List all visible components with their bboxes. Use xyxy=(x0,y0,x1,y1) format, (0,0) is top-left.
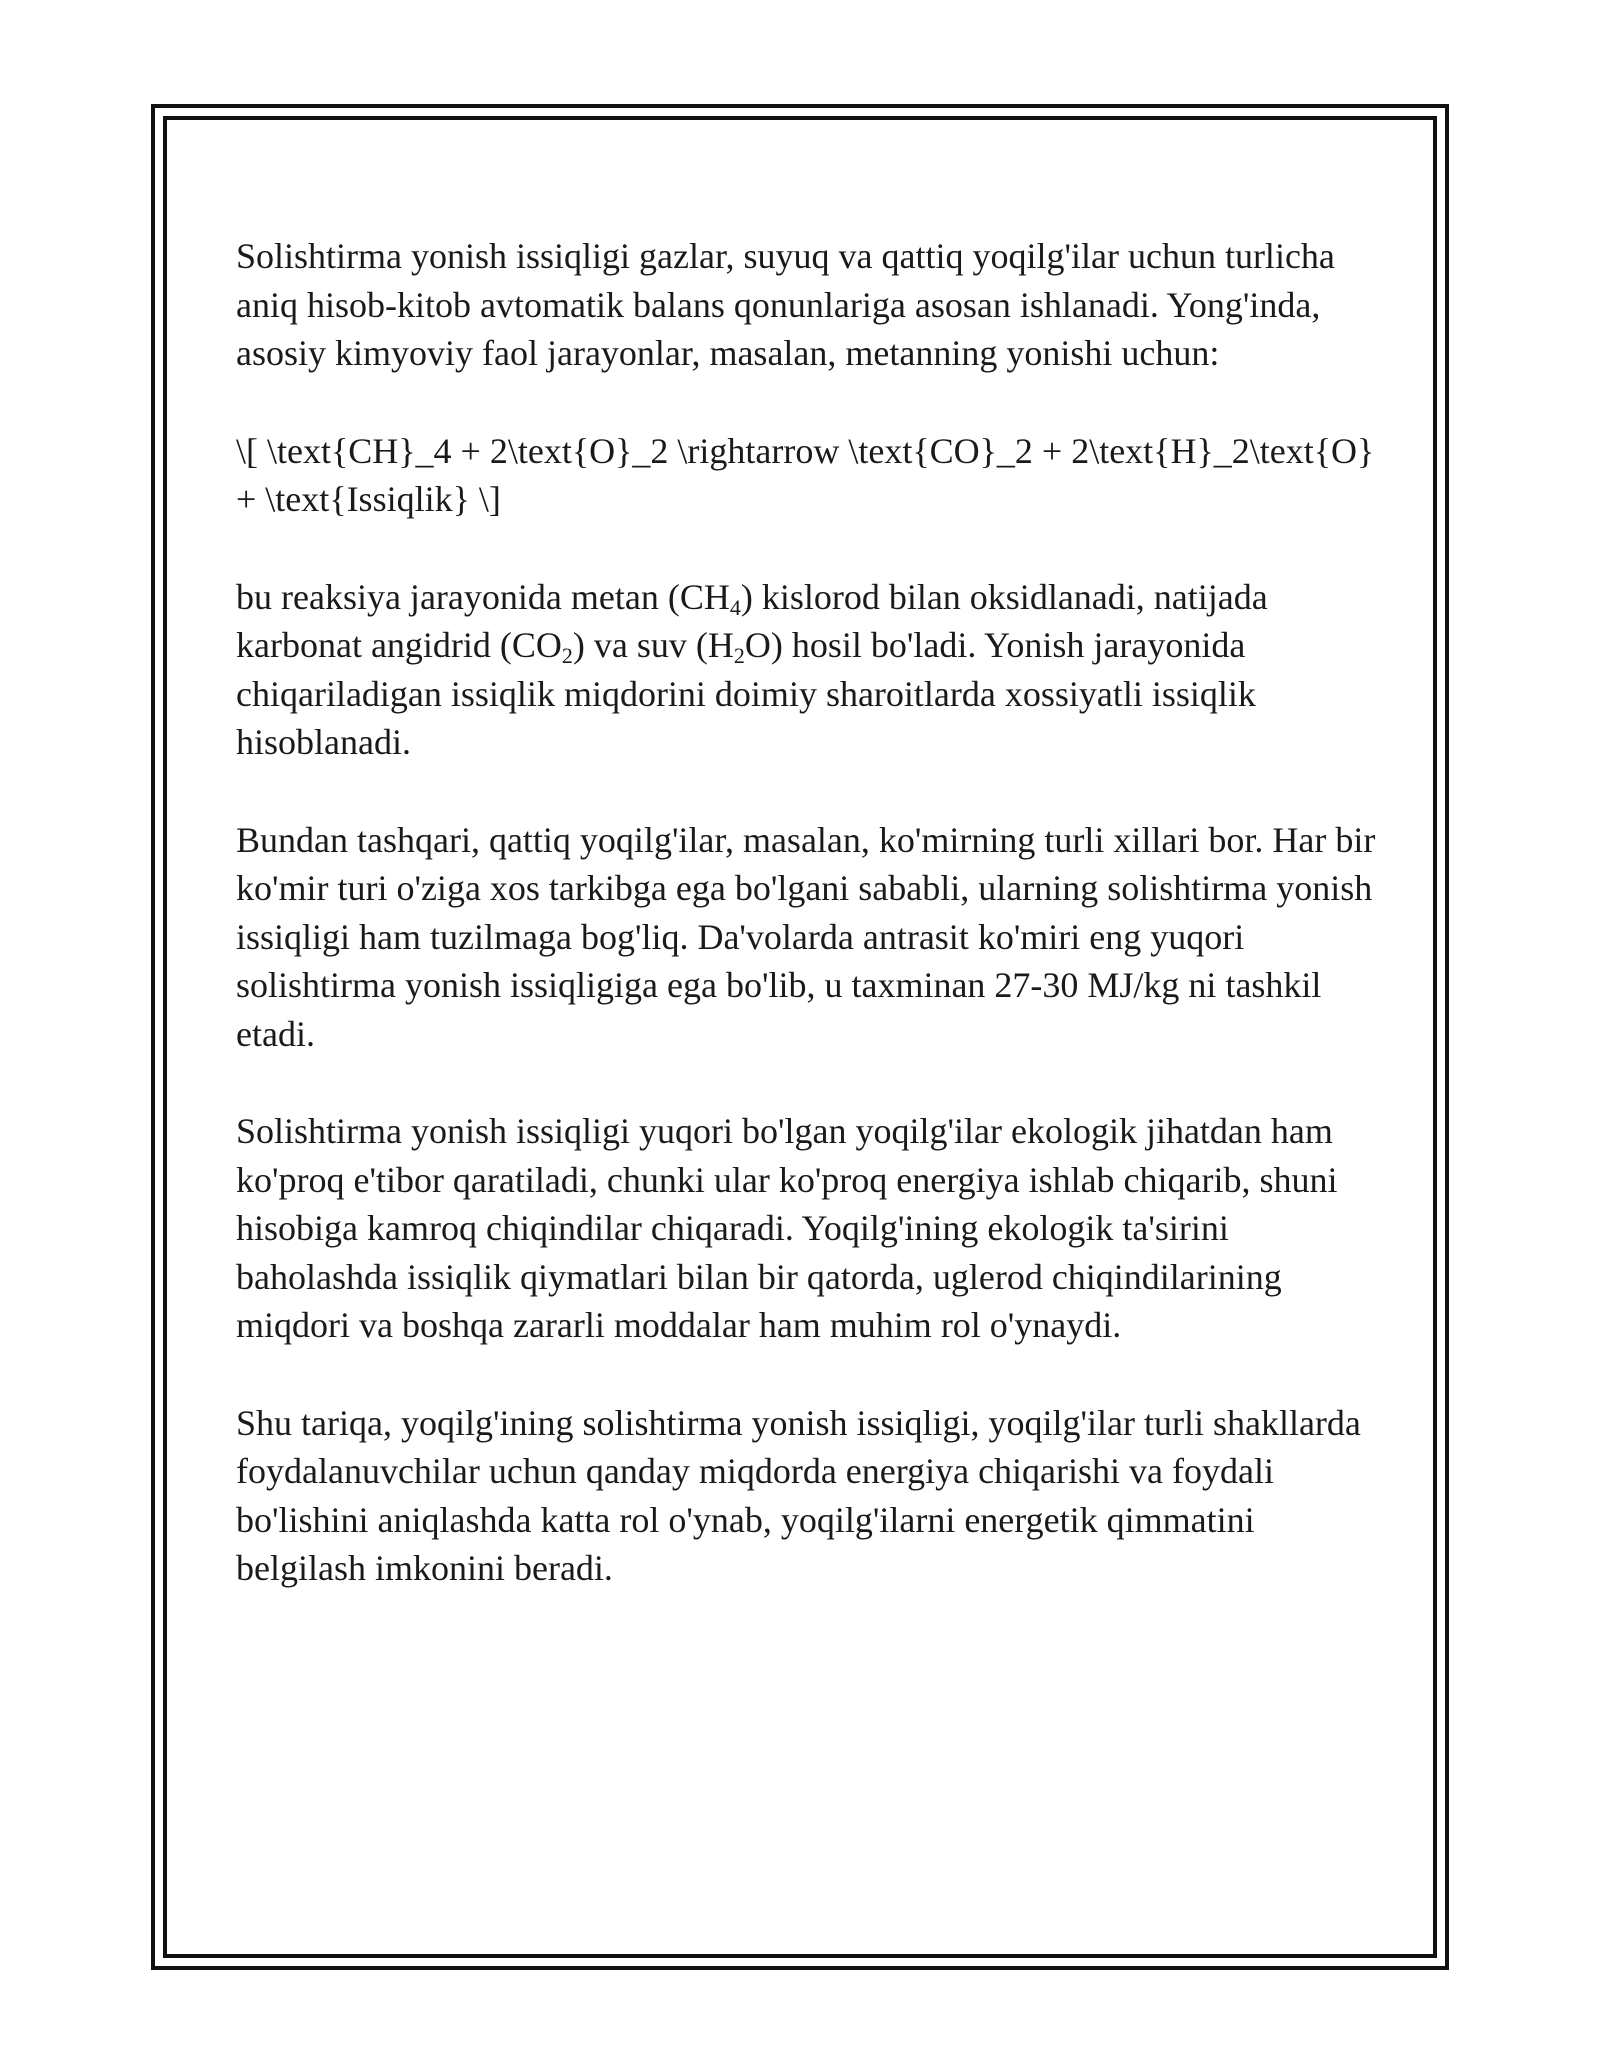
text-segment: ) kislorod bilan oksidlanadi, natijada karbonat angidrid (CO xyxy=(236,576,1268,665)
paragraph-ecology: Solishtirma yonish issiqligi yuqori bo'lgan yoqilg'ilar ekologik jihatdan ham ko'proq e'tibor qaratiladi, chunki ular ko'proq energiya ishlab chiqarib, shuni hisobiga kamroq chiqindilar chiqaradi. Yoqilg'ining ekologik ta'sirini baholashda issiqlik qiymatlari bilan bir qatorda, uglerod chiqindilarining miqdori va boshqa zararli moddalar ham muhim rol o'ynaydi. xyxy=(236,1111,1338,1345)
paragraph-solid-fuels: Bundan tashqari, qattiq yoqilg'ilar, masalan, ko'mirning turli xillari bor. Har bir ko'mir turi o'ziga xos tarkibga ega bo'lgani sababli, ularning solishtirma yonish issiqligi ham tuzilmaga bog'liq. Da'volarda antrasit ko'miri eng yuqori solishtirma yonish issiqligiga ega bo'lib, u taxminan 27-30 MJ/kg ni tashkil etadi. xyxy=(236,819,1376,1054)
paragraph-conclusion: Shu tariqa, yoqilg'ining solishtirma yonish issiqligi, yoqilg'ilar turli shakllarda foydalanuvchilar uchun qanday miqdorda energiya chiqarishi va foydali bo'lishini aniqlashda katta rol o'ynab, yoqilg'ilarni energetik qimmatini belgilash imkonini beradi. xyxy=(236,1402,1361,1588)
subscript: 2 xyxy=(733,643,745,668)
text-segment: ) va suv (H xyxy=(572,625,734,665)
text-segment: bu reaksiya jarayonida metan (CH xyxy=(236,576,730,617)
paragraph-intro: Solishtirma yonish issiqligi gazlar, suyuq va qattiq yoqilg'ilar uchun turlicha aniq hisob-kitob avtomatik balans qonunlariga asosan ishlanadi. Yong'inda, asosiy kimyoviy faol jarayonlar, masalan, metanning yonishi uchun: xyxy=(236,236,1335,373)
paragraph-reaction-explanation xyxy=(236,573,1376,767)
text-segment: O) hosil bo'ladi. Yonish jarayonida chiqariladigan issiqlik miqdorini doimiy sharoitlarda xossiyatli issiqlik hisoblanadi. xyxy=(236,625,1256,762)
paragraph-equation: \[ \text{CH}_4 + 2\text{O}_2 \rightarrow \text{CO}_2 + 2\text{H}_2\text{O} + \text{Issiqlik} \] xyxy=(236,430,1375,519)
document-body xyxy=(236,232,1376,1593)
subscript: 2 xyxy=(561,643,573,668)
subscript: 4 xyxy=(729,594,741,620)
